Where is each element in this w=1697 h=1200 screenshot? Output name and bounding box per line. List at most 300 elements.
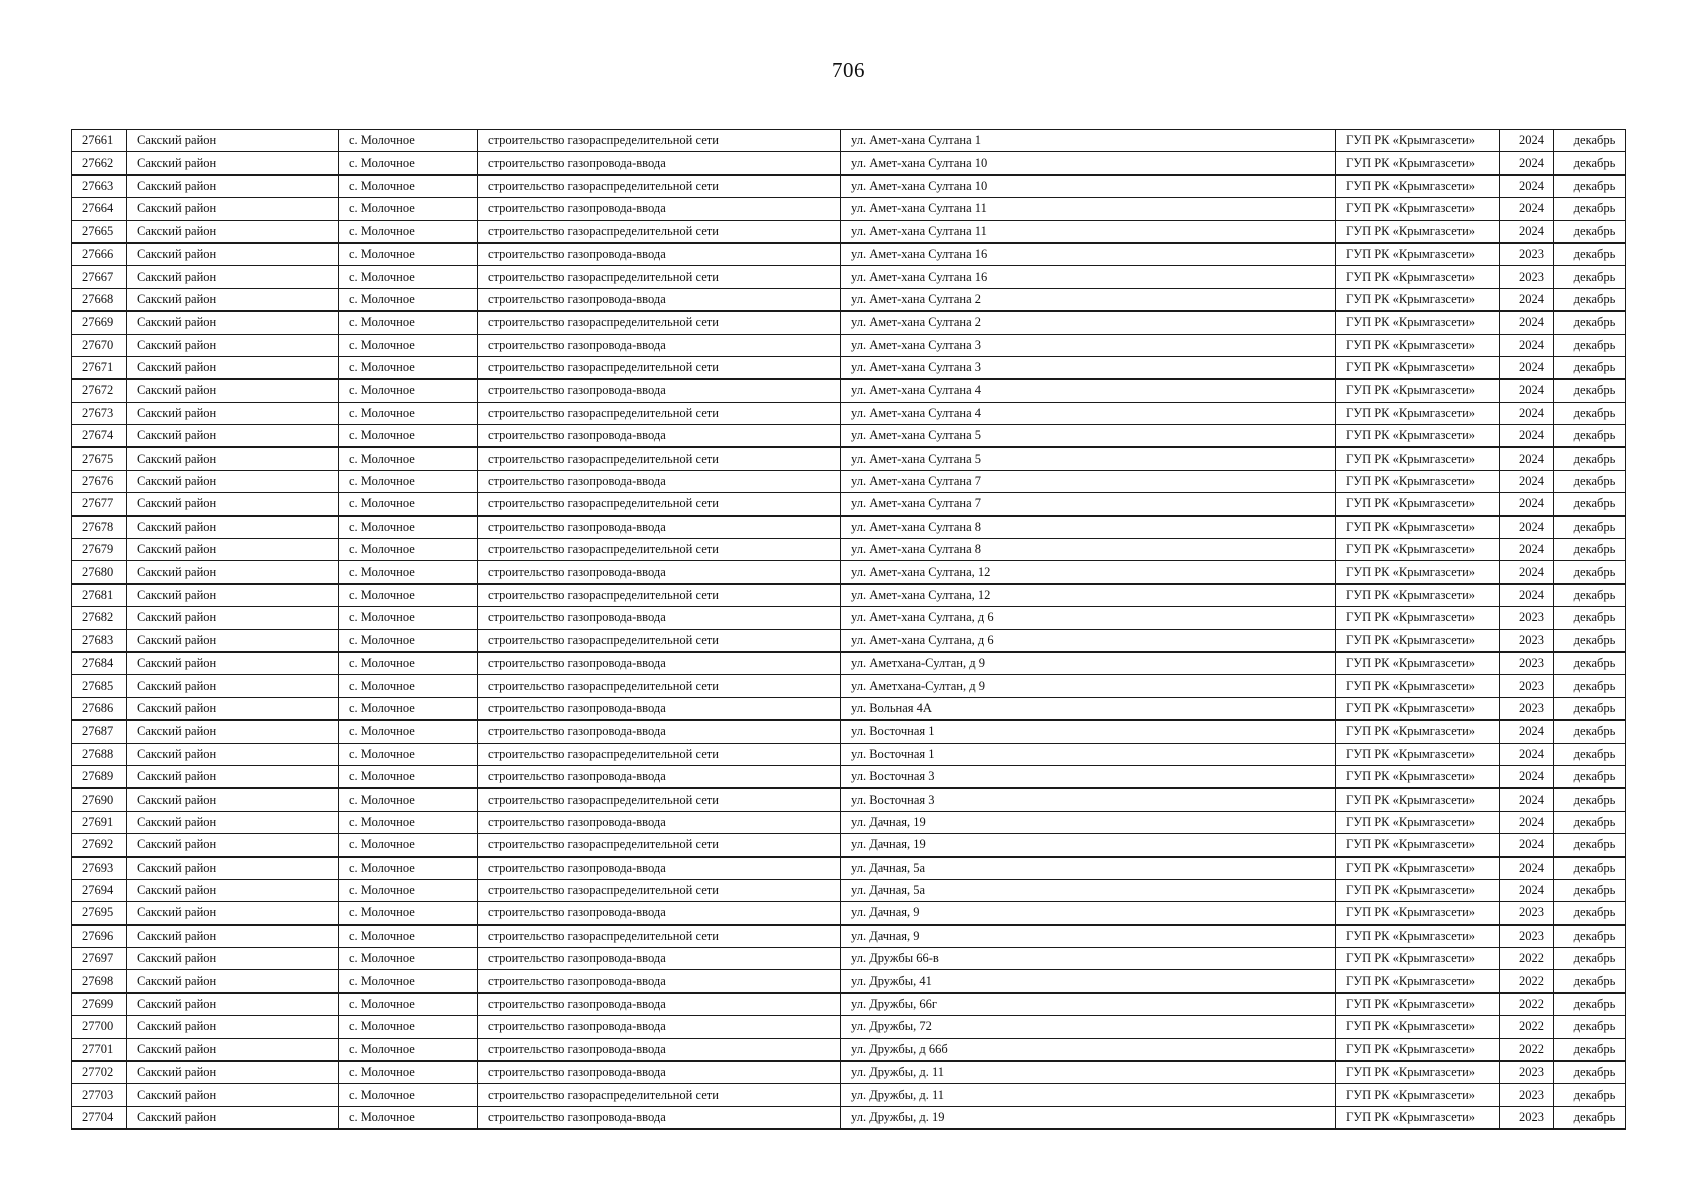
cell-address: ул. Дружбы, 41 bbox=[841, 970, 1336, 993]
cell-year: 2022 bbox=[1500, 1016, 1554, 1038]
cell-work-type: строительство газопровода-ввода bbox=[478, 720, 841, 743]
cell-work-type: строительство газораспределительной сети bbox=[478, 175, 841, 198]
cell-district: Сакский район bbox=[127, 539, 339, 561]
cell-month: декабрь bbox=[1554, 402, 1626, 424]
table-row bbox=[72, 1016, 1626, 1038]
cell-year: 2022 bbox=[1500, 993, 1554, 1016]
cell-organization: ГУП РК «Крымгазсети» bbox=[1336, 198, 1500, 220]
table-row bbox=[72, 356, 1626, 379]
cell-year: 2024 bbox=[1500, 765, 1554, 788]
cell-address: ул. Дачная, 19 bbox=[841, 811, 1336, 833]
cell-work-type: строительство газораспределительной сети bbox=[478, 356, 841, 379]
cell-year: 2024 bbox=[1500, 470, 1554, 492]
cell-work-type: строительство газораспределительной сети bbox=[478, 629, 841, 652]
cell-year: 2023 bbox=[1500, 925, 1554, 948]
cell-row-number: 27671 bbox=[72, 356, 127, 379]
cell-row-number: 27663 bbox=[72, 175, 127, 198]
cell-month: декабрь bbox=[1554, 425, 1626, 448]
table-row bbox=[72, 1038, 1626, 1061]
cell-year: 2023 bbox=[1500, 675, 1554, 697]
cell-address: ул. Восточная 1 bbox=[841, 743, 1336, 765]
table-row bbox=[72, 970, 1626, 993]
cell-year: 2023 bbox=[1500, 1061, 1554, 1084]
cell-organization: ГУП РК «Крымгазсети» bbox=[1336, 447, 1500, 470]
cell-organization: ГУП РК «Крымгазсети» bbox=[1336, 720, 1500, 743]
cell-work-type: строительство газопровода-ввода bbox=[478, 857, 841, 880]
cell-address: ул. Амет-хана Султана 16 bbox=[841, 243, 1336, 266]
cell-month: декабрь bbox=[1554, 925, 1626, 948]
cell-year: 2024 bbox=[1500, 198, 1554, 220]
cell-row-number: 27678 bbox=[72, 516, 127, 539]
cell-row-number: 27691 bbox=[72, 811, 127, 833]
cell-year: 2024 bbox=[1500, 539, 1554, 561]
table-row bbox=[72, 311, 1626, 334]
cell-address: ул. Аметхана-Султан, д 9 bbox=[841, 675, 1336, 697]
cell-address: ул. Амет-хана Султана 3 bbox=[841, 356, 1336, 379]
table-row bbox=[72, 266, 1626, 288]
cell-settlement: с. Молочное bbox=[339, 334, 478, 356]
table-row bbox=[72, 948, 1626, 970]
cell-month: декабрь bbox=[1554, 561, 1626, 584]
cell-district: Сакский район bbox=[127, 175, 339, 198]
cell-work-type: строительство газопровода-ввода bbox=[478, 811, 841, 833]
cell-year: 2024 bbox=[1500, 834, 1554, 857]
cell-year: 2024 bbox=[1500, 152, 1554, 175]
cell-row-number: 27665 bbox=[72, 220, 127, 243]
cell-address: ул. Вольная 4А bbox=[841, 697, 1336, 720]
cell-district: Сакский район bbox=[127, 1106, 339, 1129]
cell-row-number: 27666 bbox=[72, 243, 127, 266]
cell-district: Сакский район bbox=[127, 629, 339, 652]
table-row bbox=[72, 993, 1626, 1016]
cell-settlement: с. Молочное bbox=[339, 493, 478, 516]
cell-district: Сакский район bbox=[127, 1084, 339, 1106]
table-row bbox=[72, 516, 1626, 539]
cell-organization: ГУП РК «Крымгазсети» bbox=[1336, 1061, 1500, 1084]
cell-organization: ГУП РК «Крымгазсети» bbox=[1336, 902, 1500, 925]
cell-settlement: с. Молочное bbox=[339, 220, 478, 243]
cell-year: 2024 bbox=[1500, 857, 1554, 880]
cell-district: Сакский район bbox=[127, 1061, 339, 1084]
cell-organization: ГУП РК «Крымгазсети» bbox=[1336, 561, 1500, 584]
cell-address: ул. Амет-хана Султана 16 bbox=[841, 266, 1336, 288]
cell-settlement: с. Молочное bbox=[339, 788, 478, 811]
cell-month: декабрь bbox=[1554, 607, 1626, 629]
cell-work-type: строительство газопровода-ввода bbox=[478, 765, 841, 788]
cell-organization: ГУП РК «Крымгазсети» bbox=[1336, 1106, 1500, 1129]
cell-year: 2024 bbox=[1500, 425, 1554, 448]
cell-work-type: строительство газопровода-ввода bbox=[478, 652, 841, 675]
cell-settlement: с. Молочное bbox=[339, 925, 478, 948]
cell-year: 2024 bbox=[1500, 402, 1554, 424]
cell-row-number: 27669 bbox=[72, 311, 127, 334]
cell-district: Сакский район bbox=[127, 311, 339, 334]
cell-settlement: с. Молочное bbox=[339, 902, 478, 925]
cell-address: ул. Амет-хана Султана, д 6 bbox=[841, 607, 1336, 629]
cell-row-number: 27697 bbox=[72, 948, 127, 970]
cell-organization: ГУП РК «Крымгазсети» bbox=[1336, 811, 1500, 833]
cell-organization: ГУП РК «Крымгазсети» bbox=[1336, 334, 1500, 356]
cell-district: Сакский район bbox=[127, 1038, 339, 1061]
cell-year: 2023 bbox=[1500, 629, 1554, 652]
table-row bbox=[72, 198, 1626, 220]
cell-month: декабрь bbox=[1554, 1084, 1626, 1106]
cell-month: декабрь bbox=[1554, 243, 1626, 266]
table-row bbox=[72, 584, 1626, 607]
cell-work-type: строительство газопровода-ввода bbox=[478, 1061, 841, 1084]
cell-settlement: с. Молочное bbox=[339, 1016, 478, 1038]
cell-month: декабрь bbox=[1554, 834, 1626, 857]
cell-month: декабрь bbox=[1554, 379, 1626, 402]
cell-row-number: 27670 bbox=[72, 334, 127, 356]
table-row bbox=[72, 834, 1626, 857]
cell-month: декабрь bbox=[1554, 470, 1626, 492]
cell-address: ул. Амет-хана Султана 5 bbox=[841, 425, 1336, 448]
cell-settlement: с. Молочное bbox=[339, 675, 478, 697]
cell-organization: ГУП РК «Крымгазсети» bbox=[1336, 402, 1500, 424]
cell-row-number: 27692 bbox=[72, 834, 127, 857]
cell-work-type: строительство газораспределительной сети bbox=[478, 879, 841, 901]
cell-work-type: строительство газопровода-ввода bbox=[478, 198, 841, 220]
cell-row-number: 27676 bbox=[72, 470, 127, 492]
cell-year: 2023 bbox=[1500, 652, 1554, 675]
cell-address: ул. Дружбы, д. 11 bbox=[841, 1084, 1336, 1106]
cell-row-number: 27704 bbox=[72, 1106, 127, 1129]
cell-row-number: 27677 bbox=[72, 493, 127, 516]
cell-year: 2024 bbox=[1500, 879, 1554, 901]
cell-work-type: строительство газораспределительной сети bbox=[478, 447, 841, 470]
cell-work-type: строительство газопровода-ввода bbox=[478, 152, 841, 175]
cell-work-type: строительство газопровода-ввода bbox=[478, 1106, 841, 1129]
table-row bbox=[72, 288, 1626, 311]
cell-address: ул. Дружбы, д. 11 bbox=[841, 1061, 1336, 1084]
cell-month: декабрь bbox=[1554, 220, 1626, 243]
cell-district: Сакский район bbox=[127, 584, 339, 607]
cell-work-type: строительство газораспределительной сети bbox=[478, 539, 841, 561]
cell-work-type: строительство газопровода-ввода bbox=[478, 1038, 841, 1061]
cell-year: 2024 bbox=[1500, 334, 1554, 356]
cell-year: 2023 bbox=[1500, 1084, 1554, 1106]
cell-row-number: 27668 bbox=[72, 288, 127, 311]
table-row bbox=[72, 1106, 1626, 1129]
table-row bbox=[72, 697, 1626, 720]
cell-district: Сакский район bbox=[127, 402, 339, 424]
cell-year: 2024 bbox=[1500, 379, 1554, 402]
cell-row-number: 27695 bbox=[72, 902, 127, 925]
cell-district: Сакский район bbox=[127, 493, 339, 516]
cell-district: Сакский район bbox=[127, 879, 339, 901]
cell-district: Сакский район bbox=[127, 925, 339, 948]
cell-settlement: с. Молочное bbox=[339, 948, 478, 970]
cell-month: декабрь bbox=[1554, 198, 1626, 220]
table-row bbox=[72, 379, 1626, 402]
cell-work-type: строительство газораспределительной сети bbox=[478, 1084, 841, 1106]
cell-organization: ГУП РК «Крымгазсети» bbox=[1336, 266, 1500, 288]
cell-organization: ГУП РК «Крымгазсети» bbox=[1336, 539, 1500, 561]
cell-work-type: строительство газораспределительной сети bbox=[478, 402, 841, 424]
cell-work-type: строительство газопровода-ввода bbox=[478, 516, 841, 539]
cell-address: ул. Дружбы, д 66б bbox=[841, 1038, 1336, 1061]
cell-settlement: с. Молочное bbox=[339, 1038, 478, 1061]
cell-year: 2022 bbox=[1500, 970, 1554, 993]
cell-district: Сакский район bbox=[127, 379, 339, 402]
cell-month: декабрь bbox=[1554, 1061, 1626, 1084]
cell-address: ул. Амет-хана Султана 10 bbox=[841, 152, 1336, 175]
cell-year: 2024 bbox=[1500, 220, 1554, 243]
cell-organization: ГУП РК «Крымгазсети» bbox=[1336, 834, 1500, 857]
table-body bbox=[72, 130, 1626, 1130]
cell-month: декабрь bbox=[1554, 811, 1626, 833]
cell-month: декабрь bbox=[1554, 879, 1626, 901]
cell-row-number: 27661 bbox=[72, 130, 127, 152]
table-row bbox=[72, 743, 1626, 765]
table-row bbox=[72, 675, 1626, 697]
cell-year: 2024 bbox=[1500, 720, 1554, 743]
cell-address: ул. Амет-хана Султана 11 bbox=[841, 220, 1336, 243]
cell-month: декабрь bbox=[1554, 288, 1626, 311]
cell-work-type: строительство газораспределительной сети bbox=[478, 834, 841, 857]
cell-month: декабрь bbox=[1554, 356, 1626, 379]
cell-work-type: строительство газораспределительной сети bbox=[478, 925, 841, 948]
table-row bbox=[72, 243, 1626, 266]
cell-month: декабрь bbox=[1554, 1106, 1626, 1129]
cell-settlement: с. Молочное bbox=[339, 447, 478, 470]
cell-settlement: с. Молочное bbox=[339, 743, 478, 765]
cell-organization: ГУП РК «Крымгазсети» bbox=[1336, 743, 1500, 765]
cell-row-number: 27667 bbox=[72, 266, 127, 288]
table-row bbox=[72, 447, 1626, 470]
cell-row-number: 27684 bbox=[72, 652, 127, 675]
cell-month: декабрь bbox=[1554, 675, 1626, 697]
cell-organization: ГУП РК «Крымгазсети» bbox=[1336, 516, 1500, 539]
cell-organization: ГУП РК «Крымгазсети» bbox=[1336, 925, 1500, 948]
cell-row-number: 27673 bbox=[72, 402, 127, 424]
cell-settlement: с. Молочное bbox=[339, 402, 478, 424]
cell-district: Сакский район bbox=[127, 288, 339, 311]
cell-organization: ГУП РК «Крымгазсети» bbox=[1336, 948, 1500, 970]
cell-district: Сакский район bbox=[127, 470, 339, 492]
cell-organization: ГУП РК «Крымгазсети» bbox=[1336, 243, 1500, 266]
cell-address: ул. Амет-хана Султана, 12 bbox=[841, 584, 1336, 607]
cell-district: Сакский район bbox=[127, 675, 339, 697]
cell-district: Сакский район bbox=[127, 130, 339, 152]
cell-district: Сакский район bbox=[127, 561, 339, 584]
cell-settlement: с. Молочное bbox=[339, 652, 478, 675]
cell-year: 2024 bbox=[1500, 356, 1554, 379]
table-row bbox=[72, 857, 1626, 880]
cell-district: Сакский район bbox=[127, 834, 339, 857]
cell-district: Сакский район bbox=[127, 697, 339, 720]
cell-district: Сакский район bbox=[127, 811, 339, 833]
cell-address: ул. Амет-хана Султана 7 bbox=[841, 470, 1336, 492]
cell-year: 2023 bbox=[1500, 243, 1554, 266]
cell-month: декабрь bbox=[1554, 857, 1626, 880]
cell-work-type: строительство газопровода-ввода bbox=[478, 970, 841, 993]
cell-year: 2023 bbox=[1500, 607, 1554, 629]
cell-address: ул. Дружбы, д. 19 bbox=[841, 1106, 1336, 1129]
cell-address: ул. Амет-хана Султана 8 bbox=[841, 539, 1336, 561]
cell-work-type: строительство газопровода-ввода bbox=[478, 993, 841, 1016]
cell-year: 2023 bbox=[1500, 266, 1554, 288]
cell-row-number: 27702 bbox=[72, 1061, 127, 1084]
cell-district: Сакский район bbox=[127, 198, 339, 220]
cell-address: ул. Дачная, 5а bbox=[841, 879, 1336, 901]
cell-organization: ГУП РК «Крымгазсети» bbox=[1336, 652, 1500, 675]
cell-work-type: строительство газопровода-ввода bbox=[478, 334, 841, 356]
table-row bbox=[72, 561, 1626, 584]
cell-work-type: строительство газораспределительной сети bbox=[478, 266, 841, 288]
cell-district: Сакский район bbox=[127, 652, 339, 675]
cell-district: Сакский район bbox=[127, 857, 339, 880]
cell-month: декабрь bbox=[1554, 447, 1626, 470]
cell-settlement: с. Молочное bbox=[339, 834, 478, 857]
cell-month: декабрь bbox=[1554, 993, 1626, 1016]
cell-month: декабрь bbox=[1554, 539, 1626, 561]
cell-row-number: 27694 bbox=[72, 879, 127, 901]
cell-month: декабрь bbox=[1554, 902, 1626, 925]
cell-district: Сакский район bbox=[127, 516, 339, 539]
cell-district: Сакский район bbox=[127, 152, 339, 175]
cell-settlement: с. Молочное bbox=[339, 379, 478, 402]
cell-district: Сакский район bbox=[127, 1016, 339, 1038]
cell-settlement: с. Молочное bbox=[339, 516, 478, 539]
cell-settlement: с. Молочное bbox=[339, 629, 478, 652]
cell-year: 2024 bbox=[1500, 288, 1554, 311]
cell-address: ул. Амет-хана Султана 4 bbox=[841, 402, 1336, 424]
cell-address: ул. Амет-хана Султана 11 bbox=[841, 198, 1336, 220]
cell-month: декабрь bbox=[1554, 697, 1626, 720]
cell-year: 2024 bbox=[1500, 584, 1554, 607]
cell-district: Сакский район bbox=[127, 765, 339, 788]
cell-organization: ГУП РК «Крымгазсети» bbox=[1336, 470, 1500, 492]
cell-settlement: с. Молочное bbox=[339, 561, 478, 584]
table-row bbox=[72, 334, 1626, 356]
cell-year: 2024 bbox=[1500, 811, 1554, 833]
cell-row-number: 27686 bbox=[72, 697, 127, 720]
cell-work-type: строительство газопровода-ввода bbox=[478, 1016, 841, 1038]
cell-address: ул. Амет-хана Султана 7 bbox=[841, 493, 1336, 516]
cell-address: ул. Амет-хана Султана 2 bbox=[841, 288, 1336, 311]
cell-row-number: 27683 bbox=[72, 629, 127, 652]
cell-month: декабрь bbox=[1554, 788, 1626, 811]
table-row bbox=[72, 811, 1626, 833]
table-row bbox=[72, 902, 1626, 925]
table-row bbox=[72, 720, 1626, 743]
cell-organization: ГУП РК «Крымгазсети» bbox=[1336, 425, 1500, 448]
cell-work-type: строительство газопровода-ввода bbox=[478, 379, 841, 402]
cell-address: ул. Восточная 1 bbox=[841, 720, 1336, 743]
cell-year: 2024 bbox=[1500, 516, 1554, 539]
cell-settlement: с. Молочное bbox=[339, 311, 478, 334]
cell-organization: ГУП РК «Крымгазсети» bbox=[1336, 675, 1500, 697]
cell-organization: ГУП РК «Крымгазсети» bbox=[1336, 629, 1500, 652]
cell-row-number: 27699 bbox=[72, 993, 127, 1016]
cell-row-number: 27682 bbox=[72, 607, 127, 629]
cell-organization: ГУП РК «Крымгазсети» bbox=[1336, 220, 1500, 243]
cell-district: Сакский район bbox=[127, 743, 339, 765]
cell-organization: ГУП РК «Крымгазсети» bbox=[1336, 130, 1500, 152]
cell-row-number: 27685 bbox=[72, 675, 127, 697]
cell-address: ул. Амет-хана Султана, д 6 bbox=[841, 629, 1336, 652]
cell-district: Сакский район bbox=[127, 607, 339, 629]
cell-settlement: с. Молочное bbox=[339, 970, 478, 993]
cell-address: ул. Восточная 3 bbox=[841, 788, 1336, 811]
cell-year: 2024 bbox=[1500, 493, 1554, 516]
table-row bbox=[72, 175, 1626, 198]
cell-row-number: 27687 bbox=[72, 720, 127, 743]
table-row bbox=[72, 220, 1626, 243]
table-row bbox=[72, 1061, 1626, 1084]
cell-work-type: строительство газораспределительной сети bbox=[478, 311, 841, 334]
table-row bbox=[72, 470, 1626, 492]
cell-address: ул. Амет-хана Султана 1 bbox=[841, 130, 1336, 152]
cell-month: декабрь bbox=[1554, 311, 1626, 334]
cell-month: декабрь bbox=[1554, 1016, 1626, 1038]
cell-address: ул. Амет-хана Султана 2 bbox=[841, 311, 1336, 334]
page-number: 706 bbox=[832, 58, 865, 82]
cell-month: декабрь bbox=[1554, 948, 1626, 970]
cell-organization: ГУП РК «Крымгазсети» bbox=[1336, 970, 1500, 993]
cell-work-type: строительство газораспределительной сети bbox=[478, 493, 841, 516]
cell-address: ул. Амет-хана Султана, 12 bbox=[841, 561, 1336, 584]
cell-district: Сакский район bbox=[127, 788, 339, 811]
cell-address: ул. Дачная, 19 bbox=[841, 834, 1336, 857]
cell-settlement: с. Молочное bbox=[339, 697, 478, 720]
cell-work-type: строительство газораспределительной сети bbox=[478, 130, 841, 152]
table-row bbox=[72, 765, 1626, 788]
cell-settlement: с. Молочное bbox=[339, 879, 478, 901]
table-row bbox=[72, 1084, 1626, 1106]
cell-organization: ГУП РК «Крымгазсети» bbox=[1336, 765, 1500, 788]
cell-district: Сакский район bbox=[127, 902, 339, 925]
cell-settlement: с. Молочное bbox=[339, 720, 478, 743]
cell-row-number: 27688 bbox=[72, 743, 127, 765]
cell-organization: ГУП РК «Крымгазсети» bbox=[1336, 584, 1500, 607]
cell-row-number: 27696 bbox=[72, 925, 127, 948]
cell-work-type: строительство газораспределительной сети bbox=[478, 220, 841, 243]
cell-month: декабрь bbox=[1554, 629, 1626, 652]
cell-month: декабрь bbox=[1554, 130, 1626, 152]
cell-address: ул. Амет-хана Султана 8 bbox=[841, 516, 1336, 539]
cell-year: 2024 bbox=[1500, 447, 1554, 470]
cell-month: декабрь bbox=[1554, 493, 1626, 516]
cell-organization: ГУП РК «Крымгазсети» bbox=[1336, 879, 1500, 901]
cell-year: 2024 bbox=[1500, 175, 1554, 198]
cell-settlement: с. Молочное bbox=[339, 356, 478, 379]
cell-settlement: с. Молочное bbox=[339, 765, 478, 788]
cell-address: ул. Дружбы 66-в bbox=[841, 948, 1336, 970]
cell-address: ул. Дружбы, 66г bbox=[841, 993, 1336, 1016]
cell-organization: ГУП РК «Крымгазсети» bbox=[1336, 857, 1500, 880]
cell-month: декабрь bbox=[1554, 516, 1626, 539]
cell-address: ул. Амет-хана Султана 10 bbox=[841, 175, 1336, 198]
table-row bbox=[72, 788, 1626, 811]
cell-district: Сакский район bbox=[127, 243, 339, 266]
table-row bbox=[72, 425, 1626, 448]
cell-settlement: с. Молочное bbox=[339, 857, 478, 880]
cell-organization: ГУП РК «Крымгазсети» bbox=[1336, 493, 1500, 516]
cell-organization: ГУП РК «Крымгазсети» bbox=[1336, 175, 1500, 198]
cell-work-type: строительство газопровода-ввода bbox=[478, 697, 841, 720]
cell-address: ул. Амет-хана Султана 3 bbox=[841, 334, 1336, 356]
cell-settlement: с. Молочное bbox=[339, 198, 478, 220]
cell-month: декабрь bbox=[1554, 584, 1626, 607]
cell-work-type: строительство газопровода-ввода bbox=[478, 561, 841, 584]
cell-row-number: 27680 bbox=[72, 561, 127, 584]
cell-row-number: 27681 bbox=[72, 584, 127, 607]
cell-row-number: 27679 bbox=[72, 539, 127, 561]
cell-month: декабрь bbox=[1554, 1038, 1626, 1061]
